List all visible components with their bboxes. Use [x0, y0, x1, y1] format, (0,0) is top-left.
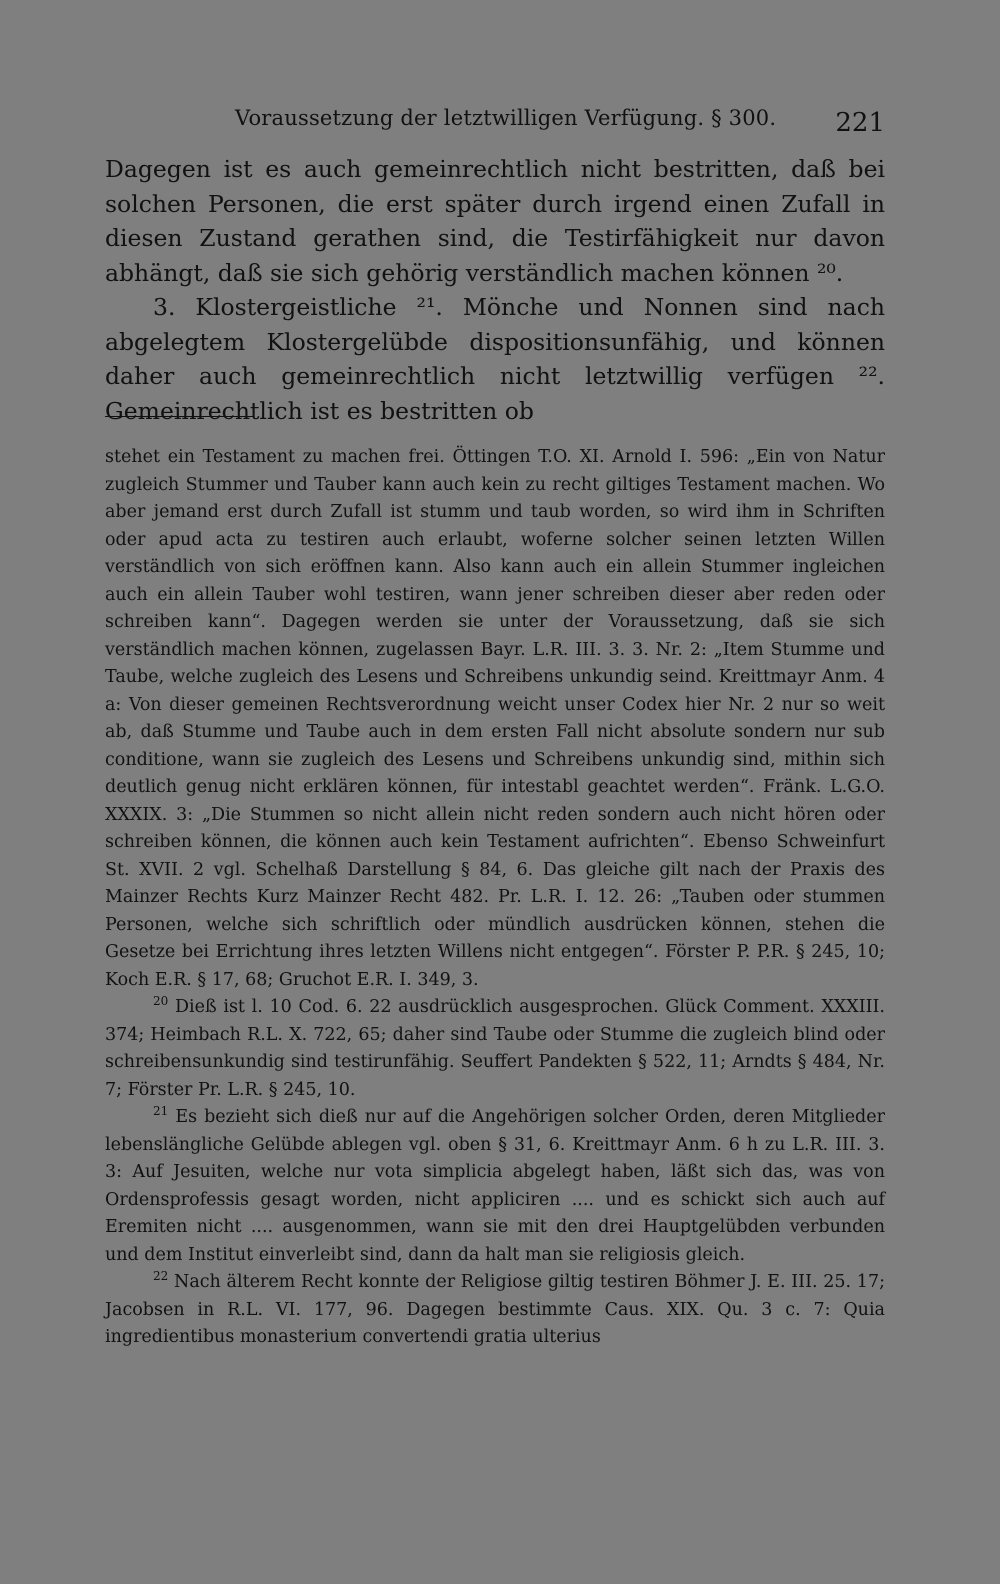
footnote-separator: [105, 416, 253, 417]
footnote-continuation: stehet ein Testament zu machen frei. Öttingen T.O. XI. Arnold I. 596: „Ein von Natur zugleich Stummer und Tauber kann auch kein zu recht giltiges Testament machen. Wo aber jemand erst durch Zufall ist stumm und taub worden, so wird ihm in Schriften oder apud acta zu testiren auch erlaubt, woferne solcher seinen letzten Willen verständlich von sich eröffnen kann. Also kann auch ein allein Stummer ingleichen auch ein allein Tauber wohl testiren, wann jener schreiben dieser aber reden oder schreiben kann“. Dagegen werden sie unter der Voraussetzung, daß sie sich verständlich machen können, zugelassen Bayr. L.R. III. 3. 3. Nr. 2: „Item Stumme und Taube, welche zugleich des Lesens und Schreibens unkundig seind. Kreittmayr Anm. 4 a: Von dieser gemeinen Rechtsverordnung weicht unser Codex hier Nr. 2 nur so weit ab, daß Stumme und Taube auch in dem ersten Fall nicht absolute sondern nur sub conditione, wann sie zugleich des Lesens und Schreibens unkundig sind, mithin sich deutlich genug nicht erklären können, für intestabl geachtet werden“. Fränk. L.G.O. XXXIX. 3: „Die Stummen so nicht allein nicht reden sondern auch nicht hören oder schreiben können, die können auch kein Testament aufrichten“. Ebenso Schweinfurt St. XVII. 2 vgl. Schelhaß Darstellung § 84, 6. Das gleiche gilt nach der Praxis des Mainzer Rechts Kurz Mainzer Recht 482. Pr. L.R. I. 12. 26: „Tauben oder stummen Personen, welche sich schriftlich oder mündlich ausdrücken können, stehen die Gesetze bei Errichtung ihres letzten Willens nicht entgegen“. Förster P. P.R. § 245, 10; Koch E.R. § 17, 68; Gruchot E.R. I. 349, 3.: [105, 447, 885, 990]
footnote-marker: 21: [153, 1104, 169, 1119]
footnote-marker: 20: [153, 994, 169, 1009]
page-header: [105, 100, 885, 140]
footnote-20: [105, 994, 885, 1104]
footnote-text: Nach älterem Recht konnte der Religiose giltig testiren Böhmer J. E. III. 25. 17; Jacobsen in R.L. VI. 177, 96. Dagegen bestimmte Caus. XIX. Qu. 3 c. 7: Quia ingredientibus monasterium convertendi gratia ulterius: [105, 1272, 885, 1347]
page-number: 221: [835, 108, 885, 138]
main-text: [105, 152, 885, 428]
footnote-21: [105, 1104, 885, 1269]
footnote-marker: 22: [153, 1269, 169, 1284]
footnotes: [105, 444, 885, 1352]
footnote-text: Es bezieht sich dieß nur auf die Angehörigen solcher Orden, deren Mitglieder lebenslängliche Gelübde ablegen vgl. oben § 31, 6. Kreittmayr Anm. 6 h zu L.R. III. 3. 3: Auf Jesuiten, welche nur vota simplicia abgelegt haben, läßt sich das, was von Ordensprofessis gesagt worden, nicht appliciren .... und es schickt sich auch auf Eremiten nicht .... ausgenommen, wann sie mit den drei Hauptgelübden verbunden und dem Institut einverleibt sind, dann da halt man sie religiosis gleich.: [105, 1107, 885, 1265]
running-head: Voraussetzung der letztwilligen Verfügung. § 300.: [235, 106, 777, 130]
paragraph: Dagegen ist es auch gemeinrechtlich nicht bestritten, daß bei solchen Personen, die erst später durch irgend einen Zufall in diesen Zustand gerathen sind, die Testirfähigkeit nur davon abhängt, daß sie sich gehörig verständlich machen können ²⁰.: [105, 155, 885, 287]
footnote-text: Dieß ist l. 10 Cod. 6. 22 ausdrücklich ausgesprochen. Glück Comment. XXXIII. 374; Heimbach R.L. X. 722, 65; daher sind Taube oder Stumme die zugleich blind oder schreibensunkundig sind testirunfähig. Seuffert Pandekten § 522, 11; Arndts § 484, Nr. 7; Förster Pr. L.R. § 245, 10.: [105, 997, 885, 1100]
paragraph: 3. Klostergeistliche ²¹. Mönche und Nonnen sind nach abgelegtem Klostergelübde dispositionsunfähig, und können daher auch gemeinrechtlich nicht letztwillig verfügen ²². Gemeinrechtlich ist es bestritten ob: [105, 293, 885, 425]
footnote-22: [105, 1269, 885, 1352]
